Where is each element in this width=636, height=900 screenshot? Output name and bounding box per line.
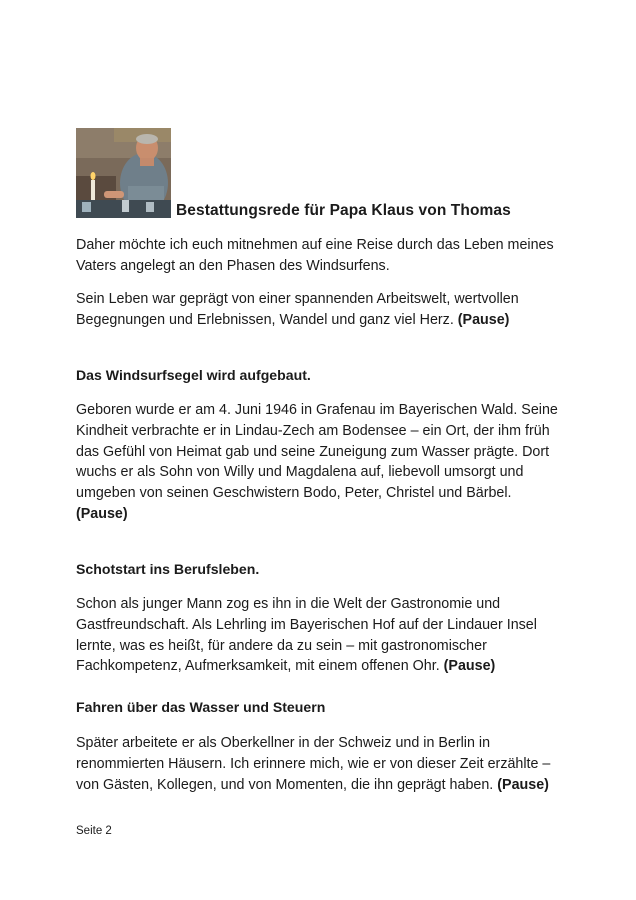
section-heading-2: Schotstart ins Berufsleben. — [76, 561, 260, 577]
intro-paragraph-1: Daher möchte ich euch mitnehmen auf eine Reise durch das Leben meines Vaters angelegt an den Phasen des Windsurfens. — [76, 237, 554, 274]
intro-paragraph-2: Sein Leben war geprägt von einer spannenden Arbeitswelt, wertvollen Begegnungen und Erlebnissen, Wandel und ganz viel Herz. (Pause) — [76, 291, 519, 328]
pause-marker: (Pause) — [443, 658, 496, 675]
section-heading-3: Fahren über das Wasser und Steuern — [76, 699, 326, 715]
section-paragraph-2: Schon als junger Mann zog es ihn in die Welt der Gastronomie und Gastfreundschaft. Als Lehrling im Bayerischen Hof auf der Lindauer Insel lernte, was es heißt, für andere da zu sein – mit gastronomischer Fachkompetenz, Aufmerksamkeit, mit einem offenen Ohr. (Pause) — [76, 596, 537, 675]
pause-marker: (Pause) — [497, 776, 549, 793]
pause-marker: (Pause) — [76, 505, 128, 522]
section-heading-1: Das Windsurfsegel wird aufgebaut. — [76, 367, 311, 383]
portrait-photo — [76, 128, 171, 218]
pause-marker: (Pause) — [457, 311, 510, 328]
section-paragraph-3: Später arbeitete er als Oberkellner in der Schweiz und in Berlin in renommierten Häusern. Ich erinnere mich, wie er von dieser Zeit erzählte – von Gästen, Kollegen, und von Momenten, die ihn geprägt haben. (Pause) — [76, 735, 551, 793]
section-paragraph-1: Geboren wurde er am 4. Juni 1946 in Grafenau im Bayerischen Wald. Seine Kindheit verbrachte er in Lindau-Zech am Bodensee – ein Ort, der ihm früh das Gefühl von Heimat gab und seine Zuneigung zum Wasser prägte. Dort wuchs er als Sohn von Willy und Magdalena auf, liebevoll umsorgt und umgeben von seinen Geschwistern Bodo, Peter, Christel und Bärbel. (Pause) — [76, 402, 558, 522]
page-number: Seite 2 — [76, 825, 112, 837]
document-title: Bestattungsrede für Papa Klaus von Thomas — [176, 202, 511, 219]
